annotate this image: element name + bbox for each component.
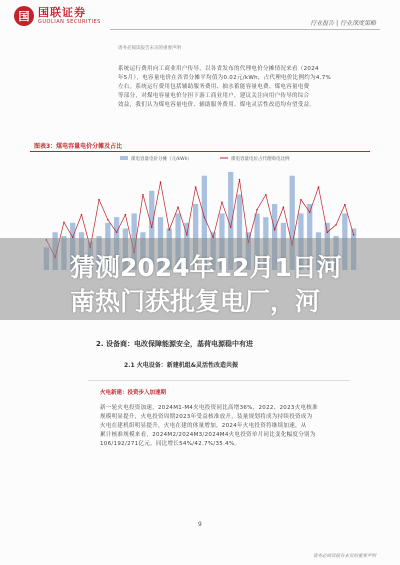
chart-line-point [344,204,346,206]
chart-title: 图表3：煤电容量电价分摊及占比 [34,143,123,150]
page-number: 9 [198,521,202,528]
footer-note: 请务必阅读报告末页的重要声明 [313,554,376,559]
chart-line-point [195,186,197,188]
intro-line: 效益，我们认为煤电容量电价、辅助服务费用、煤电灵活性改造均有望受益。 [118,102,316,108]
box-line: 规模明显提升，火电投资周期2023年受益核准放开，装量规划将成为持续投资成为 [100,414,313,420]
section-title: 2. 设备商：电改保障能源安全，基荷电源稳中有进 [96,340,253,348]
chart-line-point [160,181,162,183]
chart-line-point [151,226,153,228]
company-logo [14,6,101,26]
chart-line-point [107,219,109,221]
intro-line: 年5月），电容量电价在各省分摊平均值为0.02元/kWh，占代理电价比例约为4.7% [118,75,332,81]
intro-line: 左右。系统运行费用包括辅助服务费用、抽水蓄能容量电费、煤电容量电费 [118,84,310,90]
chart-line-point [221,201,223,203]
box-line: 累计核准规模来看，2024M2/2024M3/2024M4火电投资单月同比变化幅度分别为 [100,432,316,438]
chart-line-point [230,226,232,228]
subsection-title: 2.1 火电设备：新建机组&灵活性改造共振 [124,362,238,369]
chart-line-point [318,186,320,188]
intro-line: 系统运行费用向工商业用户传导，以各省发布的代理电价分摊情况来看（2024 [118,66,319,72]
chart-line-point [256,209,258,211]
banner-line-1: 猜测2024年12月1日河 [70,253,342,282]
legend-label: 煤电容量电价占代理购电比例 [231,157,290,162]
chart-line-point [265,194,267,196]
box-line: 火电在建机组明显提升，火电在建的体量增加，2024年火电投资将继续加速，从 [100,423,307,429]
logo-english: GUOLIAN SECURITIES [38,19,101,25]
banner-line-2: 南热门获批复电厂，河 [70,287,321,316]
logo-icon: 国 [14,6,34,26]
chart-line-point [168,229,170,231]
chart-line-point [204,216,206,218]
box-paragraph [100,404,352,449]
chart-line-point [335,224,337,226]
chart-line-point [300,199,302,201]
chart-line-point [142,194,144,196]
box-line: 106/192/271亿元，同比增长54%/42.7%/35.4%。 [100,441,241,447]
chart-line-point [239,179,241,181]
analyst-line: 请务必阅读报告末页的重要声明 [118,46,181,51]
chart-line-point [116,232,118,234]
chart-line-point [81,214,83,216]
bullet-title: 火电新建：投资步入加速期 [100,390,167,396]
chart-title-rule [30,151,370,152]
chart-line-point [326,232,328,234]
logo-name: 国联证券 [38,6,86,19]
overlay-banner [0,238,400,320]
chart-line-point [63,221,65,223]
chart-line-point [177,206,179,208]
chart-line-point [125,214,127,216]
legend-swatch [120,156,128,160]
chart-line-point [274,229,276,231]
legend-label: 煤电容量电价分摊（元/kWh） [131,157,192,162]
report-type: 行业报告 | 行业深度策略 [310,20,376,27]
chart-line-point [353,234,355,236]
header-divider [110,29,380,30]
chart-line-point [283,206,285,208]
chart-line-point [186,234,188,236]
intro-line: 等部分，对煤电容量电价分担下游工商业用户，建议关注向用户传导的综合 [118,93,310,99]
chart-line-point [309,211,311,213]
chart-line-point [98,199,100,201]
box-line: 新一轮火电投资加速，2024M1-M4火电投资同比高增36%，2022、2023火电核准 [100,405,318,411]
intro-paragraph [118,65,368,110]
